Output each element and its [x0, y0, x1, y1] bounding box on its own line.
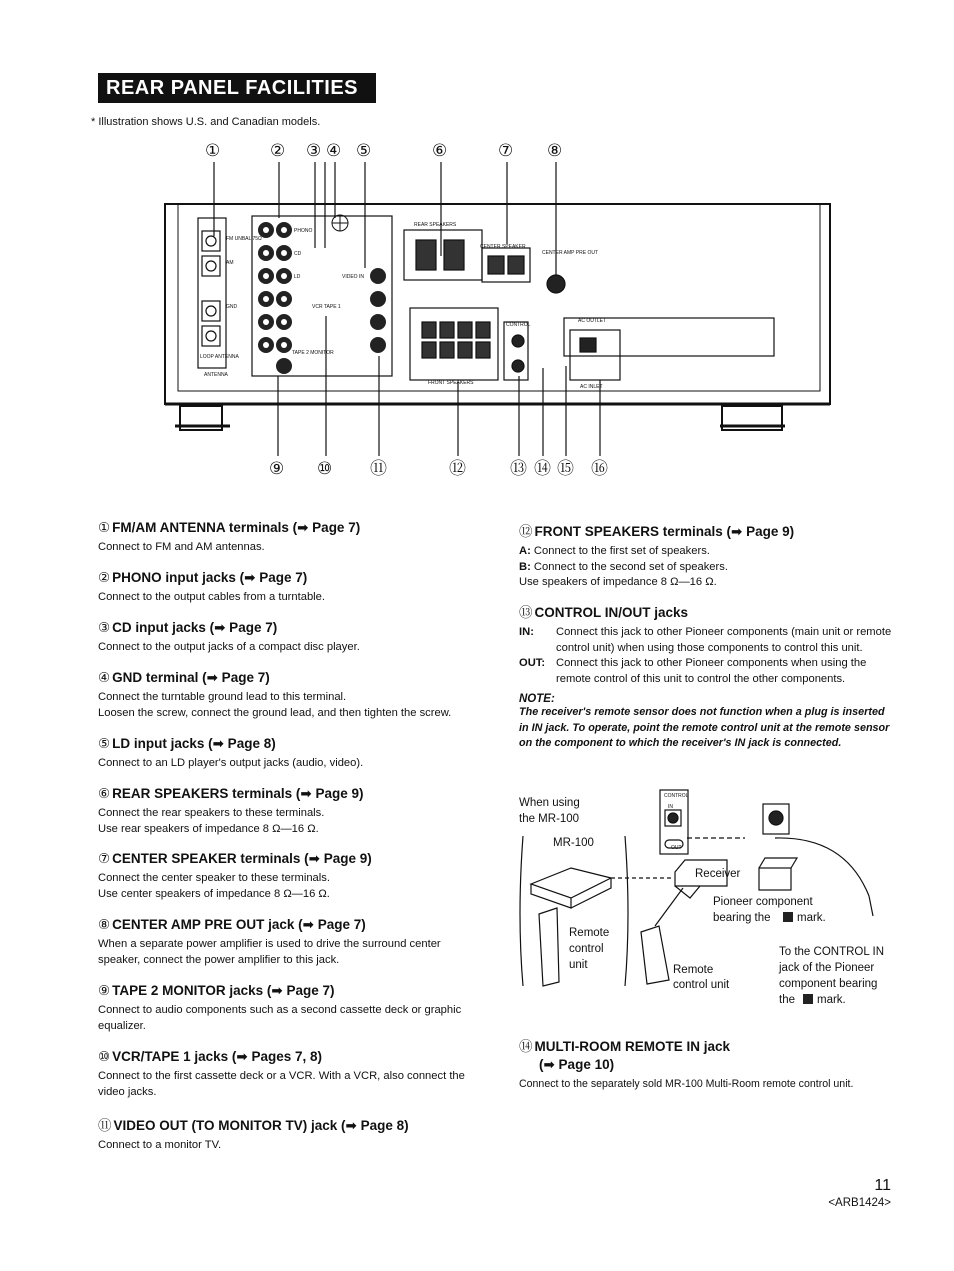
note-label: NOTE:: [519, 693, 555, 705]
to-control-label-5: mark.: [817, 994, 846, 1006]
item-number: ⑨: [98, 983, 111, 998]
item-text: Connect the turntable ground lead to this terminal.: [98, 691, 347, 703]
item-title: FM/AM ANTENNA terminals (➡ Page 7): [112, 520, 361, 535]
item-text: When a separate power amplifier is used to drive the surround center speaker, connect the power amplifier to this jack.: [98, 938, 441, 966]
item-number: ⑫: [519, 524, 533, 539]
label-gnd: GND: [226, 304, 238, 310]
note-text: The receiver's remote sensor does not function when a plug is inserted in IN jack. To operate, point the remote control unit at the remote sensor on the component to which the receiver's IN jack is connected.: [519, 706, 890, 749]
to-control-label-3: component bearing: [779, 978, 878, 990]
callout-8: ⑧: [547, 141, 563, 160]
item-vcr-tape1: [98, 1049, 476, 1100]
item-number: ⑬: [519, 605, 533, 620]
item-number: ③: [98, 620, 111, 635]
label-center-speaker: CENTER SPEAKER: [480, 244, 526, 250]
item-center-amp-pre-out: [98, 917, 476, 968]
label-am: AM: [226, 260, 234, 266]
label-control: CONTROL: [506, 322, 531, 328]
label-ld: LD: [294, 274, 301, 280]
callout-1: ①: [205, 141, 221, 160]
callout-4: ④: [326, 141, 342, 160]
label-center-amp: CENTER AMP PRE OUT: [542, 250, 599, 256]
item-number: ⑪: [98, 1118, 112, 1133]
item-title: FRONT SPEAKERS terminals (➡ Page 9): [534, 524, 795, 539]
pioneer-mark-icon: [803, 994, 813, 1004]
item-title: CENTER SPEAKER terminals (➡ Page 9): [112, 851, 372, 866]
callout-13: ⑬: [510, 459, 527, 478]
remote-control-unit-label-2: control: [569, 943, 604, 955]
when-using-text: When using: [519, 797, 580, 809]
item-text: Use center speakers of impedance 8 Ω—16 Ω.: [98, 887, 330, 900]
item-title: CENTER AMP PRE OUT jack (➡ Page 7): [112, 917, 366, 932]
label-ac-outlet: AC OUTLET: [578, 318, 607, 324]
label-a: A:: [519, 545, 531, 557]
mr100-label: MR-100: [553, 837, 594, 849]
item-center-speaker: [98, 851, 488, 902]
item-title: CD input jacks (➡ Page 7): [112, 620, 278, 635]
item-title: VCR/TAPE 1 jacks (➡ Pages 7, 8): [112, 1049, 323, 1064]
item-ld-input: [98, 736, 488, 772]
label-vcr-tape1: VCR TAPE 1: [312, 304, 341, 310]
item-rear-speakers: [98, 786, 488, 837]
label-video-in: VIDEO IN: [342, 274, 364, 280]
remote-control-unit-2-label-2: control unit: [673, 979, 730, 991]
label-front-speakers: FRONT SPEAKERS: [428, 380, 474, 386]
callout-9: ⑨: [269, 459, 285, 478]
rear-panel-diagram: [160, 136, 840, 481]
callout-12: ⑫: [449, 459, 466, 478]
callout-5: ⑤: [356, 141, 372, 160]
item-video-out: [98, 1114, 488, 1154]
item-front-speakers: [519, 520, 895, 591]
text-out: Connect this jack to other Pioneer components when using the remote control of this unit to control the other components.: [556, 657, 867, 685]
label-rear-speakers: REAR SPEAKERS: [414, 222, 457, 228]
page-number: 11: [874, 1177, 891, 1194]
receiver-label: Receiver: [695, 868, 741, 880]
label-tape2-monitor: TAPE 2 MONITOR: [292, 350, 334, 356]
item-number: ⑩: [98, 1049, 111, 1064]
item-title-page-ref: (➡ Page 10): [539, 1057, 615, 1072]
item-text: Connect to the separately sold MR-100 Multi-Room remote control unit.: [519, 1078, 854, 1090]
item-text: Connect to audio components such as a second cassette deck or graphic equalizer.: [98, 1004, 462, 1032]
mr100-connection-diagram: [515, 786, 895, 1016]
item-text: Connect to an LD player's output jacks (audio, video).: [98, 757, 364, 769]
illustration-note: * Illustration shows U.S. and Canadian models.: [91, 116, 321, 128]
item-text: Connect to FM and AM antennas.: [98, 541, 265, 553]
item-text: Connect to the first cassette deck or a VCR. With a VCR, also connect the video jacks.: [98, 1070, 465, 1098]
item-title: REAR SPEAKERS terminals (➡ Page 9): [112, 786, 364, 801]
item-text: Connect to the output cables from a turntable.: [98, 591, 325, 603]
item-title: PHONO input jacks (➡ Page 7): [112, 570, 308, 585]
to-control-label-4: the: [779, 994, 795, 1006]
item-text: Connect to a monitor TV.: [98, 1139, 222, 1151]
the-mr100-text: the MR-100: [519, 813, 580, 825]
callout-11: ⑪: [370, 459, 387, 478]
label-antenna: ANTENNA: [204, 372, 228, 378]
item-number: ①: [98, 520, 111, 535]
item-phono-input: [98, 570, 488, 606]
label-in: IN:: [519, 626, 534, 638]
callout-3: ③: [306, 141, 322, 160]
text-in: Connect this jack to other Pioneer components (main unit or remote control unit) when using those components to control this unit.: [556, 626, 892, 654]
label-ac-inlet: AC INLET: [580, 384, 603, 390]
callout-7: ⑦: [498, 141, 514, 160]
label-out: OUT:: [519, 657, 546, 669]
callout-14: ⑭: [534, 459, 551, 478]
item-gnd-terminal: [98, 670, 498, 721]
pioneer-component-label-3: mark.: [797, 912, 826, 924]
pioneer-mark-icon: [783, 912, 793, 922]
label-phono: PHONO: [294, 228, 313, 234]
item-cd-input: [98, 620, 488, 656]
to-control-label-2: jack of the Pioneer: [779, 962, 875, 974]
label-cd: CD: [294, 251, 302, 257]
remote-control-unit-label-3: unit: [569, 959, 588, 971]
to-control-label-1: To the CONTROL IN: [779, 946, 885, 958]
pioneer-component-label-2: bearing the: [713, 912, 771, 924]
impedance-note: Use speakers of impedance 8 Ω—16 Ω.: [519, 576, 717, 588]
remote-control-unit-label-1: Remote: [569, 927, 610, 939]
section-title: REAR PANEL FACILITIES: [98, 73, 376, 103]
item-number: ⑧: [98, 917, 111, 932]
out-jack-label: OUT: [671, 845, 682, 851]
item-control-in-out: [519, 601, 895, 752]
item-number: ⑦: [98, 851, 111, 866]
item-text: Connect the rear speakers to these terminals.: [98, 807, 325, 819]
item-text: Connect the center speaker to these terminals.: [98, 872, 330, 884]
callout-10: ⑩: [317, 459, 333, 478]
label-fm-unbal: FM UNBAL 75Ω: [226, 236, 262, 242]
item-number: ⑥: [98, 786, 111, 801]
text-a: Connect to the first set of speakers.: [533, 545, 710, 557]
label-loop-antenna: LOOP ANTENNA: [200, 354, 239, 360]
item-title: LD input jacks (➡ Page 8): [112, 736, 276, 751]
item-multi-room-remote-in: [519, 1035, 919, 1093]
item-number: ⑭: [519, 1039, 533, 1054]
item-tape2-monitor: [98, 983, 476, 1034]
item-title: VIDEO OUT (TO MONITOR TV) jack (➡ Page 8): [113, 1118, 409, 1133]
label-b: B:: [519, 560, 531, 573]
pioneer-component-label-1: Pioneer component: [713, 896, 813, 908]
item-fm-am-antenna: [98, 520, 488, 556]
item-title: TAPE 2 MONITOR jacks (➡ Page 7): [112, 983, 335, 998]
item-title: GND terminal (➡ Page 7): [112, 670, 270, 685]
control-jack-label: CONTROL: [664, 793, 689, 799]
item-number: ④: [98, 670, 111, 685]
callout-15: ⑮: [557, 459, 574, 478]
callout-2: ②: [270, 141, 286, 160]
item-title: CONTROL IN/OUT jacks: [534, 605, 689, 620]
item-text: Use rear speakers of impedance 8 Ω—16 Ω.: [98, 822, 319, 835]
callout-16: ⑯: [591, 459, 608, 478]
item-text: Connect to the output jacks of a compact disc player.: [98, 641, 360, 653]
text-b: Connect to the second set of speakers.: [533, 560, 728, 573]
document-code: <ARB1424>: [828, 1197, 891, 1209]
item-text: Loosen the screw, connect the ground lead, and then tighten the screw.: [98, 706, 452, 719]
item-title: MULTI-ROOM REMOTE IN jack: [534, 1039, 731, 1054]
remote-control-unit-2-label-1: Remote: [673, 964, 714, 976]
in-jack-label: IN: [668, 804, 673, 810]
callout-6: ⑥: [432, 141, 448, 160]
item-number: ②: [98, 570, 111, 585]
item-number: ⑤: [98, 736, 111, 751]
